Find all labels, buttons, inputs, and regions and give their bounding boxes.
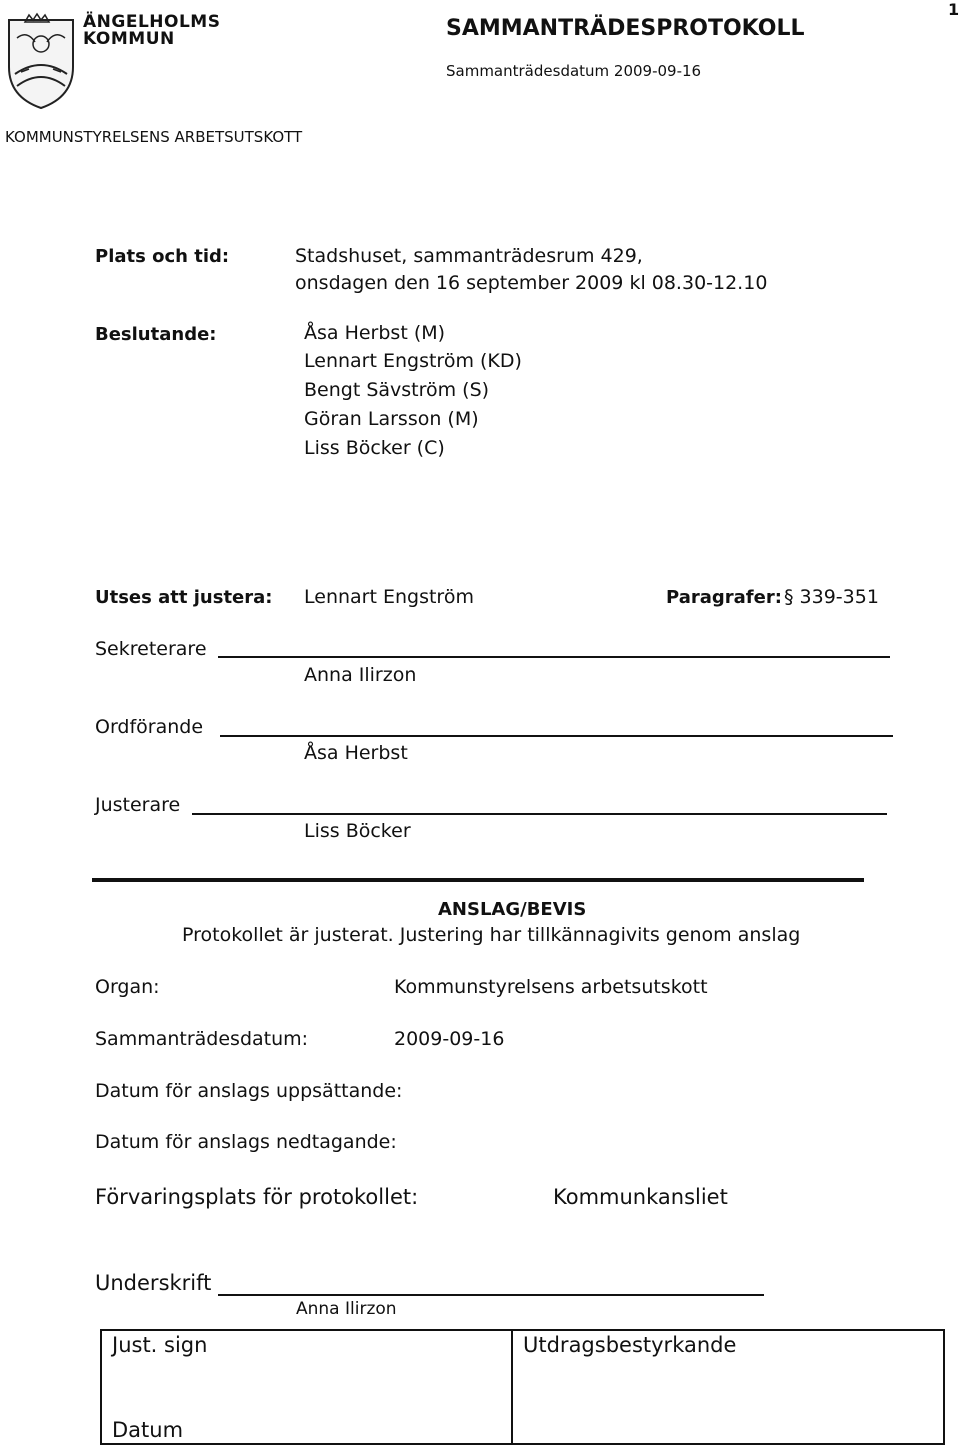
organ-value: Kommunstyrelsens arbetsutskott — [394, 976, 708, 998]
decider-item: Göran Larsson (M) — [304, 408, 479, 430]
meeting-date-label: Sammanträdesdatum: — [95, 1028, 309, 1050]
meeting-date-value: 2009-09-16 — [394, 1028, 505, 1050]
chair-label: Ordförande — [95, 716, 204, 738]
adjuster-name: Liss Böcker — [304, 820, 411, 842]
secretary-label: Sekreterare — [95, 638, 207, 660]
department: KOMMUNSTYRELSENS ARBETSUTSKOTT — [5, 128, 303, 146]
paragraphs-label: Paragrafer: — [666, 587, 782, 608]
signature-label: Underskrift — [95, 1271, 212, 1295]
notice-text: Protokollet är justerat. Justering har tillkännagivits genom anslag — [182, 924, 801, 946]
adjuster-signature-line — [192, 813, 887, 815]
secretary-name: Anna Ilirzon — [304, 664, 417, 686]
org-name-line1: ÄNGELHOLMS — [83, 12, 221, 32]
extract-label: Utdragsbestyrkande — [523, 1333, 737, 1357]
decider-item: Åsa Herbst (M) — [304, 322, 446, 344]
date-label: Datum — [112, 1418, 184, 1442]
storage-value: Kommunkansliet — [553, 1185, 728, 1209]
posted-date-label: Datum för anslags uppsättande: — [95, 1080, 403, 1102]
removed-date-label: Datum för anslags nedtagande: — [95, 1131, 397, 1153]
adjuster-label: Justerare — [95, 794, 181, 816]
page-number: 1 — [948, 0, 960, 19]
box-divider — [511, 1331, 513, 1443]
organ-label: Organ: — [95, 976, 160, 998]
decider-item: Bengt Sävström (S) — [304, 379, 490, 401]
place-line2: onsdagen den 16 september 2009 kl 08.30-12.10 — [295, 272, 768, 294]
chair-signature-line — [220, 735, 893, 737]
decider-item: Liss Böcker (C) — [304, 437, 445, 459]
decider-item: Lennart Engström (KD) — [304, 350, 522, 372]
secretary-signature-line — [218, 656, 890, 658]
adjust-name: Lennart Engström — [304, 586, 474, 608]
place-line1: Stadshuset, sammanträdesrum 429, — [295, 245, 643, 267]
org-name-line2: KOMMUN — [83, 29, 175, 49]
paragraphs-value: § 339-351 — [784, 586, 879, 608]
signature-name: Anna Ilirzon — [296, 1299, 397, 1319]
deciders-label: Beslutande: — [95, 324, 217, 345]
section-divider — [92, 878, 864, 882]
header-date: Sammanträdesdatum 2009-09-16 — [446, 62, 702, 80]
notice-heading: ANSLAG/BEVIS — [438, 899, 587, 920]
place-label: Plats och tid: — [95, 246, 230, 267]
verification-box — [100, 1329, 945, 1445]
document-title: SAMMANTRÄDESPROTOKOLL — [446, 16, 805, 41]
chair-name: Åsa Herbst — [304, 742, 408, 764]
adjust-label: Utses att justera: — [95, 587, 273, 608]
signature-line — [218, 1294, 764, 1296]
coat-of-arms-logo — [3, 12, 79, 110]
storage-label: Förvaringsplats för protokollet: — [95, 1185, 419, 1209]
just-sign-label: Just. sign — [112, 1333, 208, 1357]
